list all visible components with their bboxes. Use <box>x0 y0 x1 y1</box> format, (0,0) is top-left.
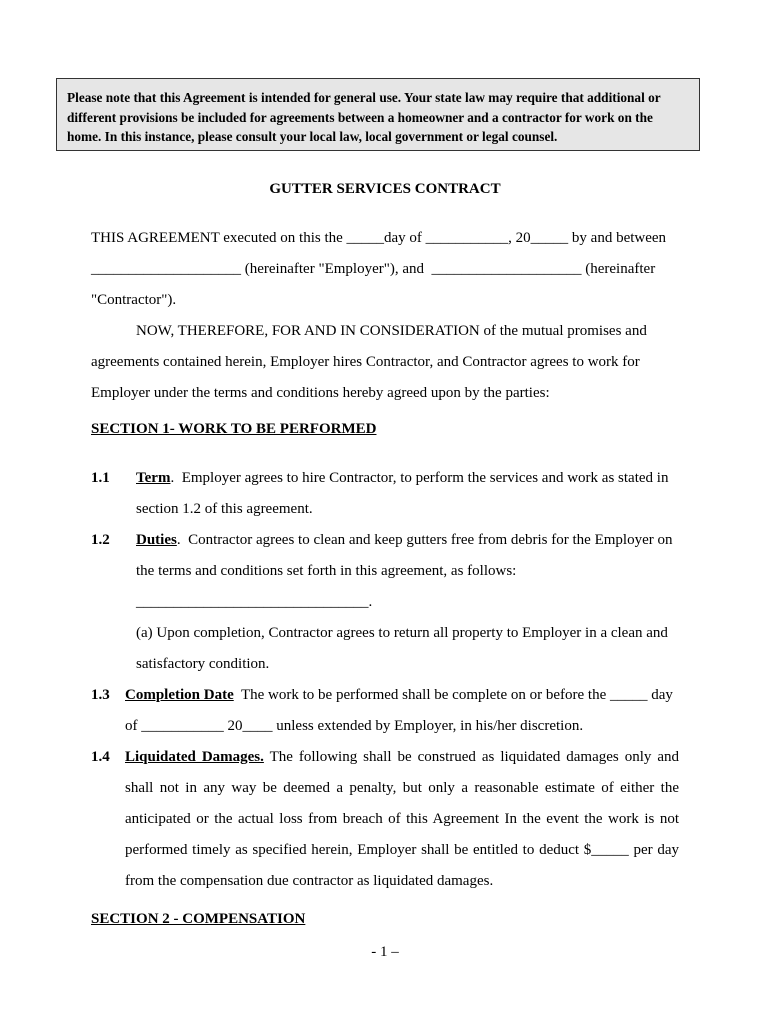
clause-text: satisfactory condition. <box>136 656 270 672</box>
consideration-line: Employer under the terms and conditions hereby agreed upon by the parties: <box>91 385 550 401</box>
clause-text: (a) Upon completion, Contractor agrees to return all property to Employer in a clean and <box>136 625 668 641</box>
clause-text: from the compensation due contractor as liquidated damages. <box>125 873 494 889</box>
clause-text: shall not in any way be deemed a penalty, but only a reasonable estimate of either the <box>125 780 679 796</box>
intro-line: "Contractor"). <box>91 292 177 308</box>
section-1-heading: SECTION 1- WORK TO BE PERFORMED <box>91 421 377 437</box>
clause-number: 1.4 <box>91 749 110 765</box>
clause-number: 1.1 <box>91 470 110 486</box>
consideration-line: agreements contained herein, Employer hires Contractor, and Contractor agrees to work for <box>91 354 640 370</box>
page-number: - 1 – <box>371 944 399 960</box>
clause-text: . Employer agrees to hire Contractor, to perform the services and work as stated in <box>170 470 669 486</box>
intro-line: ____________________ (hereinafter "Employer"), and ____________________ (hereinafter <box>91 261 656 277</box>
clause-text: performed timely as specified herein, Employer shall be entitled to deduct $_____ per day <box>125 842 679 858</box>
clause-text: of ___________ 20____ unless extended by Employer, in his/her discretion. <box>125 718 584 734</box>
consideration-line: NOW, THEREFORE, FOR AND IN CONSIDERATION of the mutual promises and <box>136 323 647 339</box>
clause-number: 1.3 <box>91 687 110 703</box>
clause-text: The work to be performed shall be complete on or before the _____ day <box>233 687 673 703</box>
clause-number: 1.2 <box>91 532 110 548</box>
clause-text: section 1.2 of this agreement. <box>136 501 313 517</box>
clause-text: The following shall be construed as liquidated damages only and <box>269 749 680 765</box>
clause-1-4 <box>125 748 679 766</box>
clause-label: Term <box>136 470 171 486</box>
document-title: GUTTER SERVICES CONTRACT <box>269 181 501 197</box>
duties-blank: _______________________________. <box>136 594 373 610</box>
clause-text: . Contractor agrees to clean and keep gutters free from debris for the Employer on <box>176 532 673 548</box>
clause-label: Liquidated Damages. <box>125 749 264 765</box>
legal-notice-box: Please note that this Agreement is intended for general use. Your state law may require that additional or different provisions be included for agreements between a homeowner and a contractor for work on the home. In this instance, please consult your local law, local government or legal counsel. <box>56 78 700 151</box>
clause-label: Completion Date <box>125 687 234 703</box>
clause-1-3 <box>125 686 673 704</box>
clause-text: the terms and conditions set forth in this agreement, as follows: <box>136 563 517 579</box>
clause-1-1 <box>136 469 668 487</box>
section-2-heading: SECTION 2 - COMPENSATION <box>91 911 306 927</box>
intro-line: THIS AGREEMENT executed on this the _____day of ___________, 20_____ by and between <box>91 230 667 246</box>
clause-label: Duties <box>136 532 177 548</box>
clause-1-2 <box>136 531 673 549</box>
clause-text: anticipated or the actual loss from breach of this Agreement In the event the work is not <box>125 811 679 827</box>
